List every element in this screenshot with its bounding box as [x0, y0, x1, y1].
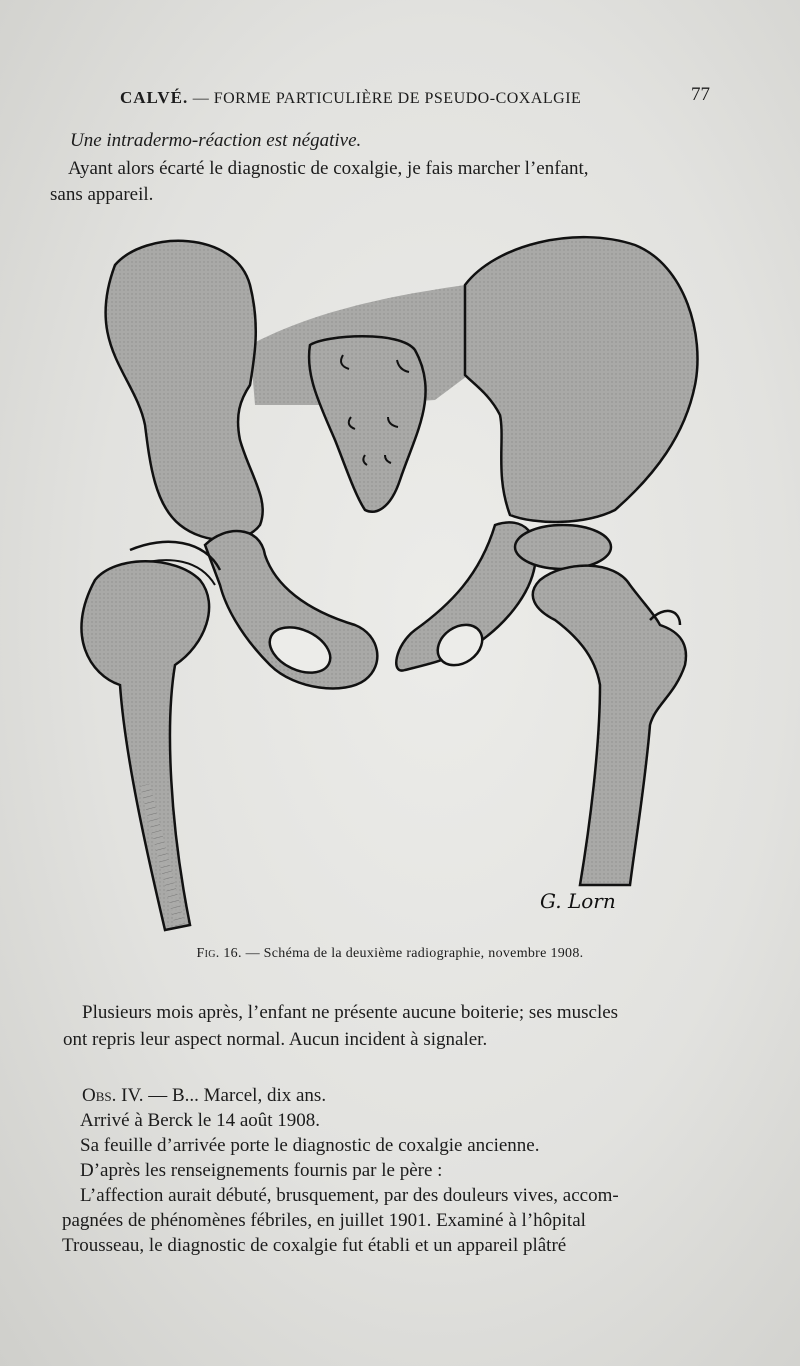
artist-signature: G. Lorn: [540, 889, 616, 913]
right-femoral-head: [515, 525, 611, 569]
observation-line-2: Arrivé à Berck le 14 août 1908.: [80, 1110, 321, 1131]
observation-line-1: [82, 1083, 326, 1108]
left-femur: [81, 561, 209, 930]
caption-label: Fig. 16.: [196, 946, 242, 961]
observation-line-1-rest: — B... Marcel, dix ans.: [148, 1085, 327, 1106]
intro-line-3: sans appareil.: [50, 184, 154, 205]
caption-text: — Schéma de la deuxième radiographie, novembre 1908.: [245, 946, 584, 961]
pelvis-figure: [55, 225, 735, 940]
right-femur: [533, 566, 686, 885]
running-title: [120, 88, 581, 108]
sacrum: [309, 336, 426, 511]
observation-label: Obs. IV.: [82, 1085, 144, 1106]
header-author: CALVÉ.: [120, 88, 189, 107]
right-ilium: [465, 237, 698, 522]
left-ilium: [106, 241, 263, 540]
running-header: [0, 84, 800, 114]
intro-line-1: Une intradermo-réaction est négative.: [70, 130, 362, 151]
header-title: — FORME PARTICULIÈRE DE PSEUDO-COXALGIE: [192, 90, 582, 107]
observation-line-7: Trousseau, le diagnostic de coxalgie fut établi et un appareil plâtré: [62, 1235, 567, 1256]
observation-line-4: D’après les renseignements fournis par le père :: [80, 1160, 443, 1181]
after-figure-line-2: ont repris leur aspect normal. Aucun incident à signaler.: [63, 1029, 488, 1050]
observation-line-6: pagnées de phénomènes fébriles, en juillet 1901. Examiné à l’hôpital: [62, 1210, 586, 1231]
page-number: 77: [691, 84, 710, 105]
after-figure-line-1: Plusieurs mois après, l’enfant ne présente aucune boiterie; ses muscles: [82, 1002, 619, 1023]
figure-caption: [0, 946, 780, 962]
pelvis-schematic: [55, 225, 735, 940]
observation-line-5: L’affection aurait débuté, brusquement, par des douleurs vives, accom-: [80, 1185, 619, 1206]
intro-line-2: Ayant alors écarté le diagnostic de coxalgie, je fais marcher l’enfant,: [68, 158, 589, 179]
observation-line-3: Sa feuille d’arrivée porte le diagnostic de coxalgie ancienne.: [80, 1135, 540, 1156]
